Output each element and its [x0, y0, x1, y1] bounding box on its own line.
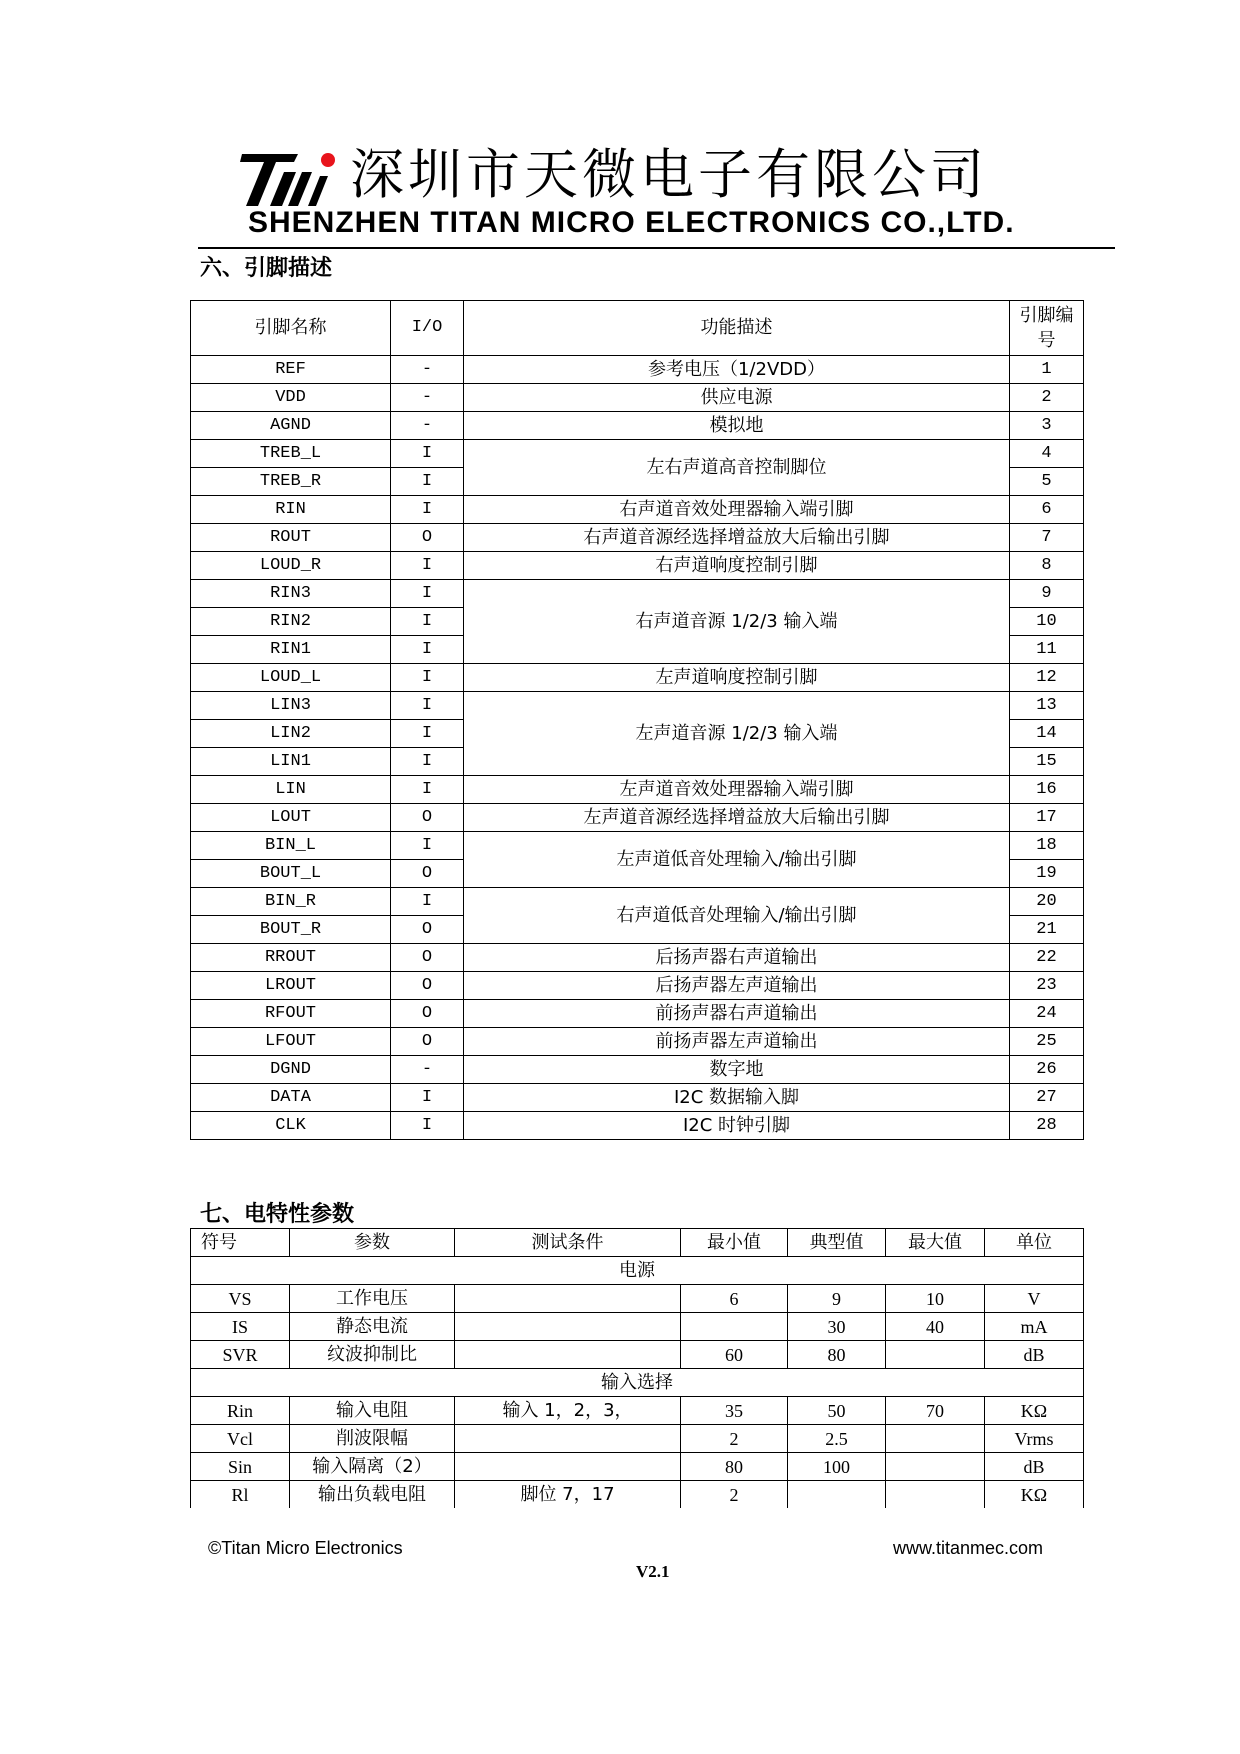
pin-number: 22 — [1010, 944, 1084, 972]
parameter: 削波限幅 — [290, 1425, 455, 1453]
test-condition — [455, 1341, 681, 1369]
pin-io: I — [391, 776, 464, 804]
pin-number: 3 — [1010, 412, 1084, 440]
parameter: 输入电阻 — [290, 1397, 455, 1425]
table-row — [191, 944, 1084, 972]
typ-value: 80 — [788, 1341, 886, 1369]
pin-name: CLK — [191, 1112, 391, 1140]
pin-name: LIN2 — [191, 720, 391, 748]
pin-function: 左声道音源 1/2/3 输入端 — [464, 692, 1010, 776]
pin-io: I — [391, 636, 464, 664]
pin-io: O — [391, 972, 464, 1000]
pin-number: 19 — [1010, 860, 1084, 888]
pin-io: I — [391, 580, 464, 608]
pin-number: 11 — [1010, 636, 1084, 664]
max-value — [886, 1425, 985, 1453]
section-title-pin-description: 六、引脚描述 — [200, 256, 333, 281]
pin-name: BIN_R — [191, 888, 391, 916]
pin-function: 左声道响度控制引脚 — [464, 664, 1010, 692]
header-cell: 典型值 — [788, 1229, 886, 1257]
min-value: 35 — [681, 1397, 788, 1425]
test-condition: 输入 1，2，3， — [455, 1397, 681, 1425]
symbol: Rl — [191, 1481, 290, 1509]
table-header-row — [191, 1229, 1084, 1257]
pin-function: 左声道音源经选择增益放大后输出引脚 — [464, 804, 1010, 832]
pin-number: 24 — [1010, 1000, 1084, 1028]
pin-io: - — [391, 384, 464, 412]
table-row — [191, 776, 1084, 804]
typ-value — [788, 1481, 886, 1509]
pin-function: 左声道低音处理输入/输出引脚 — [464, 832, 1010, 888]
test-condition — [455, 1425, 681, 1453]
pin-name: RIN2 — [191, 608, 391, 636]
header-cell: 最大值 — [886, 1229, 985, 1257]
pin-name: LFOUT — [191, 1028, 391, 1056]
header-cell: 参数 — [290, 1229, 455, 1257]
pin-number: 14 — [1010, 720, 1084, 748]
test-condition — [455, 1313, 681, 1341]
table-row — [191, 1425, 1084, 1453]
max-value: 40 — [886, 1313, 985, 1341]
pin-name: TREB_L — [191, 440, 391, 468]
pin-io: I — [391, 888, 464, 916]
unit: mA — [985, 1313, 1084, 1341]
pin-io: O — [391, 916, 464, 944]
pin-number: 7 — [1010, 524, 1084, 552]
pin-io: I — [391, 1084, 464, 1112]
table-header-row — [191, 301, 1084, 356]
pin-io: - — [391, 356, 464, 384]
table-row — [191, 1313, 1084, 1341]
pin-number: 18 — [1010, 832, 1084, 860]
header-cell: 最小值 — [681, 1229, 788, 1257]
pin-name: TREB_R — [191, 468, 391, 496]
footer-version: V2.1 — [636, 1562, 670, 1581]
min-value: 2 — [681, 1481, 788, 1509]
unit: Vrms — [985, 1425, 1084, 1453]
pin-number: 17 — [1010, 804, 1084, 832]
table-row — [191, 1056, 1084, 1084]
pin-number: 1 — [1010, 356, 1084, 384]
pin-io: I — [391, 664, 464, 692]
pin-number: 27 — [1010, 1084, 1084, 1112]
min-value: 2 — [681, 1425, 788, 1453]
pin-function: 后扬声器右声道输出 — [464, 944, 1010, 972]
table-row — [191, 1084, 1084, 1112]
section-title-electrical-characteristics: 七、电特性参数 — [200, 1202, 355, 1227]
header-cell: 符号 — [191, 1229, 290, 1257]
table-row — [191, 496, 1084, 524]
pin-number: 9 — [1010, 580, 1084, 608]
pin-name: BIN_L — [191, 832, 391, 860]
pin-function: 左右声道高音控制脚位 — [464, 440, 1010, 496]
header-cell: 单位 — [985, 1229, 1084, 1257]
unit: KΩ — [985, 1481, 1084, 1509]
pin-function: 前扬声器左声道输出 — [464, 1028, 1010, 1056]
parameter: 输出负载电阻 — [290, 1481, 455, 1509]
table-row — [191, 1112, 1084, 1140]
table-row — [191, 1397, 1084, 1425]
table-row — [191, 1341, 1084, 1369]
table-row — [191, 1453, 1084, 1481]
pin-name: BOUT_R — [191, 916, 391, 944]
table-row — [191, 1481, 1084, 1509]
parameter: 静态电流 — [290, 1313, 455, 1341]
unit: V — [985, 1285, 1084, 1313]
max-value — [886, 1341, 985, 1369]
pin-io: - — [391, 1056, 464, 1084]
pin-name: RFOUT — [191, 1000, 391, 1028]
pin-io: I — [391, 440, 464, 468]
pin-name: AGND — [191, 412, 391, 440]
pin-name: DGND — [191, 1056, 391, 1084]
pin-io: O — [391, 860, 464, 888]
pin-number: 10 — [1010, 608, 1084, 636]
table-row — [191, 412, 1084, 440]
test-condition: 脚位 7，17 — [455, 1481, 681, 1509]
table-row — [191, 888, 1084, 916]
max-value: 70 — [886, 1397, 985, 1425]
pin-name: BOUT_L — [191, 860, 391, 888]
pin-number: 13 — [1010, 692, 1084, 720]
pin-name: VDD — [191, 384, 391, 412]
typ-value: 50 — [788, 1397, 886, 1425]
pin-io: I — [391, 832, 464, 860]
pin-number: 12 — [1010, 664, 1084, 692]
min-value: 80 — [681, 1453, 788, 1481]
pin-function: 右声道响度控制引脚 — [464, 552, 1010, 580]
header-io: I/O — [391, 301, 464, 356]
pin-io: I — [391, 608, 464, 636]
header-pin-number: 引脚编号 — [1010, 301, 1084, 356]
pin-function: 参考电压（1/2VDD） — [464, 356, 1010, 384]
pin-function: 左声道音效处理器输入端引脚 — [464, 776, 1010, 804]
footer-copyright: ©Titan Micro Electronics — [208, 1538, 403, 1558]
table-row — [191, 1285, 1084, 1313]
symbol: Sin — [191, 1453, 290, 1481]
unit: dB — [985, 1341, 1084, 1369]
header-function: 功能描述 — [464, 301, 1010, 356]
pin-name: LIN1 — [191, 748, 391, 776]
symbol: SVR — [191, 1341, 290, 1369]
pin-io: O — [391, 1028, 464, 1056]
symbol: Rin — [191, 1397, 290, 1425]
typ-value: 100 — [788, 1453, 886, 1481]
table-row — [191, 356, 1084, 384]
min-value: 6 — [681, 1285, 788, 1313]
table-row — [191, 440, 1084, 468]
pin-number: 23 — [1010, 972, 1084, 1000]
pin-function: 供应电源 — [464, 384, 1010, 412]
unit: dB — [985, 1453, 1084, 1481]
min-value: 60 — [681, 1341, 788, 1369]
pin-name: DATA — [191, 1084, 391, 1112]
table-row — [191, 552, 1084, 580]
table-row — [191, 692, 1084, 720]
unit: KΩ — [985, 1397, 1084, 1425]
symbol: Vcl — [191, 1425, 290, 1453]
typ-value: 9 — [788, 1285, 886, 1313]
header-divider — [198, 247, 1115, 249]
test-condition — [455, 1285, 681, 1313]
max-value — [886, 1481, 985, 1509]
table-row — [191, 1000, 1084, 1028]
parameter: 工作电压 — [290, 1285, 455, 1313]
pin-function: 模拟地 — [464, 412, 1010, 440]
pin-function: 数字地 — [464, 1056, 1010, 1084]
pin-number: 4 — [1010, 440, 1084, 468]
table-row — [191, 804, 1084, 832]
pin-name: RIN — [191, 496, 391, 524]
min-value — [681, 1313, 788, 1341]
header-pin-name: 引脚名称 — [191, 301, 391, 356]
company-name-cn: 深圳市天微电子有限公司 — [350, 143, 988, 206]
pin-name: RIN3 — [191, 580, 391, 608]
table-row — [191, 664, 1084, 692]
pin-number: 28 — [1010, 1112, 1084, 1140]
table-row — [191, 1028, 1084, 1056]
pin-io: I — [391, 720, 464, 748]
pin-name: REF — [191, 356, 391, 384]
symbol: IS — [191, 1313, 290, 1341]
pin-name: LOUD_L — [191, 664, 391, 692]
company-name-en: SHENZHEN TITAN MICRO ELECTRONICS CO.,LTD. — [248, 206, 1015, 239]
table-row — [191, 384, 1084, 412]
pin-function: I2C 时钟引脚 — [464, 1112, 1010, 1140]
pin-name: LROUT — [191, 972, 391, 1000]
pin-io: O — [391, 1000, 464, 1028]
test-condition — [455, 1453, 681, 1481]
pin-io: O — [391, 944, 464, 972]
pin-io: I — [391, 552, 464, 580]
pin-function: 右声道音效处理器输入端引脚 — [464, 496, 1010, 524]
pin-io: I — [391, 496, 464, 524]
pin-number: 15 — [1010, 748, 1084, 776]
pin-name: ROUT — [191, 524, 391, 552]
parameter: 输入隔离（2） — [290, 1453, 455, 1481]
group-label: 电源 — [191, 1257, 1084, 1285]
header-cell: 测试条件 — [455, 1229, 681, 1257]
pin-number: 2 — [1010, 384, 1084, 412]
electrical-characteristics-table — [190, 1228, 1084, 1508]
pin-io: I — [391, 1112, 464, 1140]
pin-function: 右声道音源经选择增益放大后输出引脚 — [464, 524, 1010, 552]
pin-name: LIN — [191, 776, 391, 804]
pin-number: 6 — [1010, 496, 1084, 524]
pin-description-table — [190, 300, 1084, 1140]
pin-name: RROUT — [191, 944, 391, 972]
pin-io: - — [391, 412, 464, 440]
pin-io: O — [391, 804, 464, 832]
pin-io: I — [391, 692, 464, 720]
pin-name: LIN3 — [191, 692, 391, 720]
pin-function: I2C 数据输入脚 — [464, 1084, 1010, 1112]
pin-name: LOUT — [191, 804, 391, 832]
table-row — [191, 972, 1084, 1000]
max-value — [886, 1453, 985, 1481]
typ-value: 2.5 — [788, 1425, 886, 1453]
pin-number: 20 — [1010, 888, 1084, 916]
pin-function: 右声道音源 1/2/3 输入端 — [464, 580, 1010, 664]
pin-number: 25 — [1010, 1028, 1084, 1056]
pin-io: I — [391, 468, 464, 496]
pin-function: 右声道低音处理输入/输出引脚 — [464, 888, 1010, 944]
pin-io: O — [391, 524, 464, 552]
titan-logo — [236, 150, 336, 210]
group-label: 输入选择 — [191, 1369, 1084, 1397]
footer-website[interactable]: www.titanmec.com — [893, 1538, 1044, 1558]
pin-number: 16 — [1010, 776, 1084, 804]
table-row — [191, 832, 1084, 860]
parameter: 纹波抑制比 — [290, 1341, 455, 1369]
symbol: VS — [191, 1285, 290, 1313]
table-row — [191, 524, 1084, 552]
pin-number: 26 — [1010, 1056, 1084, 1084]
pin-name: RIN1 — [191, 636, 391, 664]
typ-value: 30 — [788, 1313, 886, 1341]
max-value: 10 — [886, 1285, 985, 1313]
pin-function: 前扬声器右声道输出 — [464, 1000, 1010, 1028]
pin-io: I — [391, 748, 464, 776]
pin-function: 后扬声器左声道输出 — [464, 972, 1010, 1000]
group-row — [191, 1369, 1084, 1397]
table-row — [191, 580, 1084, 608]
group-row — [191, 1257, 1084, 1285]
pin-number: 8 — [1010, 552, 1084, 580]
pin-name: LOUD_R — [191, 552, 391, 580]
pin-number: 5 — [1010, 468, 1084, 496]
pin-number: 21 — [1010, 916, 1084, 944]
